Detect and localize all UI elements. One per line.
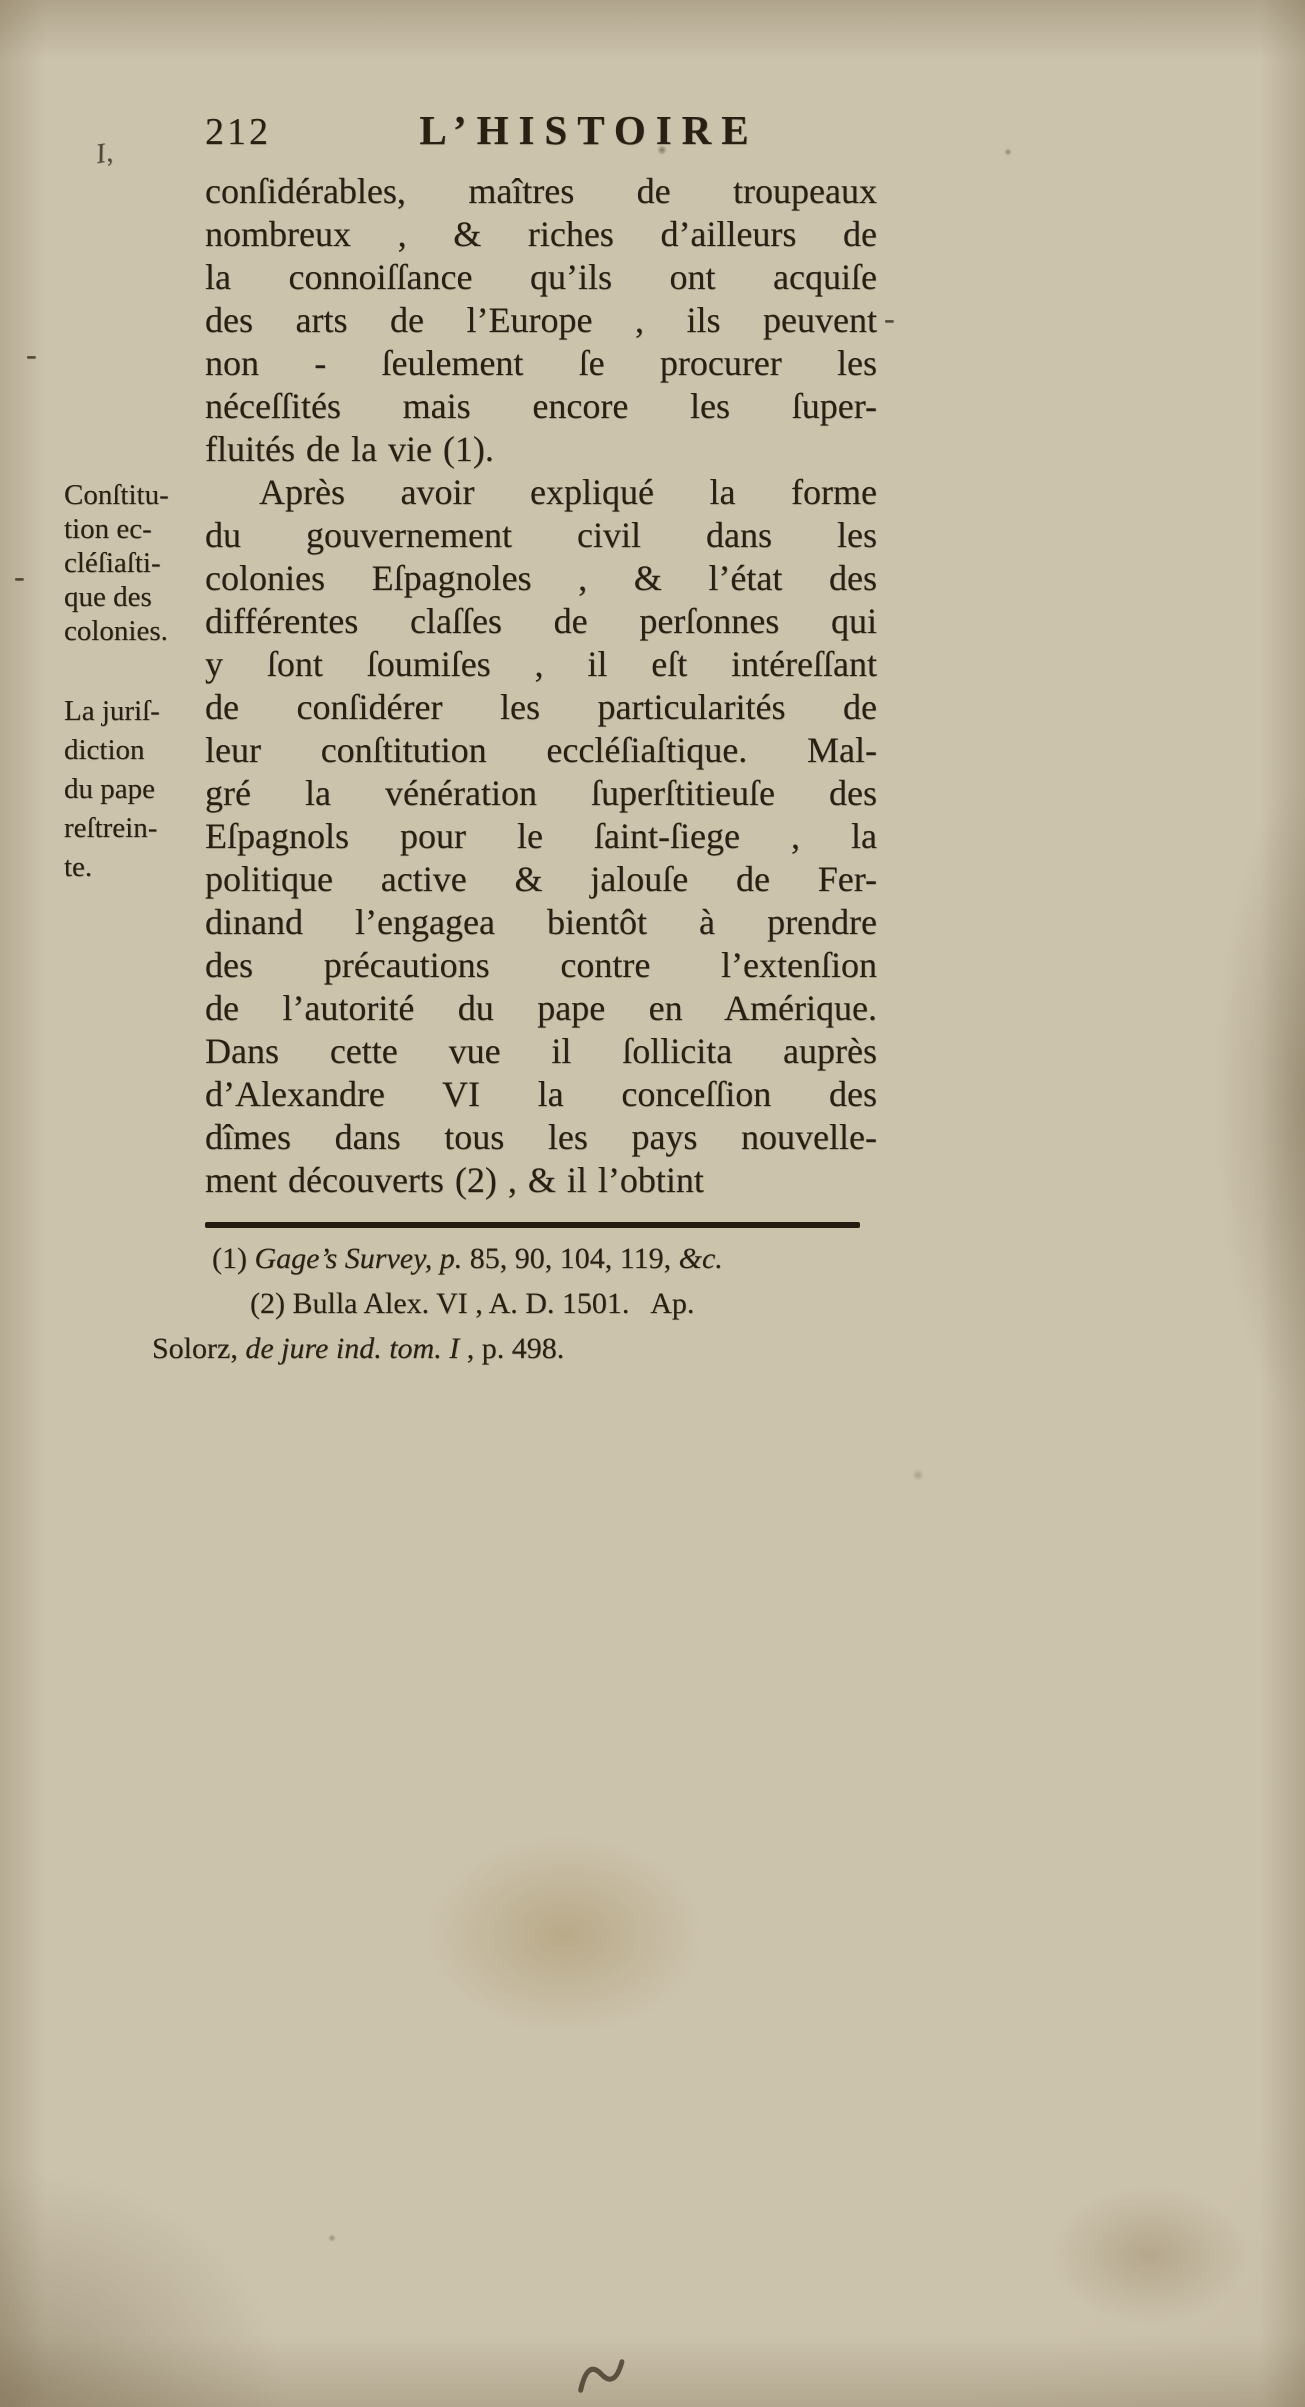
ink-mark: I, [93,136,115,171]
body-text-line: des arts de l’Europe , ils peuvent [205,300,877,340]
body-text-line: leur conſtitution eccléſiaſtique. Mal- [205,730,877,770]
body-text-line: néceſſités mais encore les ſuper- [205,386,877,426]
body-text-line: différentes claſſes de perſonnes qui [205,601,877,641]
body-text-column [205,170,877,1202]
body-text-line: conſidérables, maîtres de troupeaux [205,171,877,211]
body-text-line: non - ſeulement ſe procurer les [205,343,877,383]
body-text-line: ment découverts (2) , & il l’obtint [205,1160,704,1200]
body-text-line: des précautions contre l’extenſion [205,945,877,985]
margin-note-juridiction-pape [64,692,202,887]
running-title: L’HISTOIRE [419,107,759,153]
ink-mark: - [884,300,895,336]
footnote-2: (2) Bulla Alex. VI , A. D. 1501. Ap. [250,1287,695,1320]
footnote-1: (1) Gage’s Survey, p. 85, 90, 104, 119, &c. [212,1242,723,1275]
margin-note-line: diction [64,734,145,766]
margin-note-line: colonies. [64,615,168,647]
body-text-line: fluités de la vie (1). [205,429,494,469]
margin-note-line: Conſtitu- [64,479,169,511]
ink-mark: - [14,558,25,594]
body-text-line: politique active & jalouſe de Fer- [205,859,877,899]
page-number: 212 [205,111,271,153]
body-text-line: du gouvernement civil dans les [205,515,877,555]
pen-stroke-mark [573,2349,629,2396]
body-text-line: dinand l’engagea bientôt à prendre [205,902,877,942]
body-text-line: colonies Eſpagnoles , & l’état des [205,558,877,598]
body-text-line: Dans cette vue il ſollicita auprès [205,1031,877,1071]
margin-note-line: du pape [64,773,155,805]
footnote-2-continued: Solorz, de jure ind. tom. I , p. 498. [152,1332,565,1365]
body-text-line: nombreux , & riches d’ailleurs de [205,214,877,254]
margin-note-line: tion ec- [64,513,152,545]
body-text-line: d’Alexandre VI la conceſſion des [205,1074,877,1114]
body-text-line: la connoiſſance qu’ils ont acquiſe [205,257,877,297]
body-text-line: Après avoir expliqué la forme [259,472,877,512]
margin-note-line: reſtrein- [64,812,158,844]
margin-note-line: que des [64,581,152,613]
footnote-separator [205,1222,860,1228]
page-header [205,106,877,154]
margin-note-line: cléſiaſti- [64,547,161,579]
body-text-line: de l’autorité du pape en Amérique. [205,988,877,1028]
body-text-line: dîmes dans tous les pays nouvelle- [205,1117,877,1157]
margin-note-line: La juriſ- [64,695,160,727]
body-text-line: gré la vénération ſuperſtitieuſe des [205,773,877,813]
body-text-line: y ſont ſoumiſes , il eſt intéreſſant [205,644,877,684]
ink-mark: - [26,336,37,372]
margin-note-constitution-ecclesiastique [64,478,202,648]
margin-note-line: te. [64,851,93,883]
body-text-line: de conſidérer les particularités de [205,687,877,727]
body-text-line: Eſpagnols pour le ſaint-ſiege , la [205,816,877,856]
footnotes [150,1236,874,1371]
